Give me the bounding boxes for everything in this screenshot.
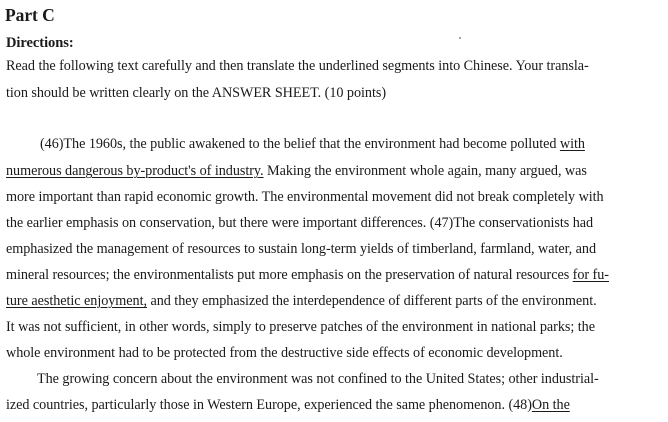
instructions-line-2: tion should be written clearly on the ANSWER SHEET. (10 points) xyxy=(6,85,386,101)
passage-text: (46)The 1960s, the public awakened to the belief that the environment had become polluted xyxy=(40,136,560,152)
section-title: Part C xyxy=(5,5,55,25)
underlined-segment: On the xyxy=(531,397,570,413)
instructions-line-1: Read the following text carefully and then translate the underlined segments into Chinese. Your transla- xyxy=(6,58,589,74)
passage-text: ized countries, particularly those in Western Europe, experienced the same phenomenon. (48) xyxy=(6,397,532,413)
passage-line xyxy=(6,162,587,180)
underlined-segment: with xyxy=(559,136,585,152)
underlined-segment: numerous dangerous by-product's of industry. xyxy=(6,163,264,179)
stray-dot xyxy=(459,37,461,39)
passage-text: mineral resources; the environmentalists put more emphasis on the preservation of natural resources xyxy=(6,267,573,283)
directions-label: Directions: xyxy=(6,35,74,51)
underlined-segment: ture aesthetic enjoyment, xyxy=(6,293,147,309)
passage-line xyxy=(40,135,585,153)
passage-line xyxy=(6,292,597,310)
underlined-segment: for fu- xyxy=(572,267,609,283)
passage-line: It was not sufficient, in other words, simply to preserve patches of the environment in national parks; the xyxy=(6,319,595,335)
passage-line: The growing concern about the environment was not confined to the United States; other industrial- xyxy=(37,371,599,387)
passage-text: Making the environment whole again, many argued, was xyxy=(263,163,587,179)
passage-line: whole environment had to be protected from the destructive side effects of economic development. xyxy=(6,345,563,361)
passage-line xyxy=(6,266,609,284)
passage-line: emphasized the management of resources to sustain long-term yields of timberland, farmland, water, and xyxy=(6,241,597,257)
passage-line: the earlier emphasis on conservation, but there were important differences. (47)The conservationists had xyxy=(6,215,594,231)
passage-line: more important than rapid economic growth. The environmental movement did not break completely with xyxy=(6,189,604,205)
passage-line xyxy=(6,396,570,414)
passage-text: and they emphasized the interdependence of different parts of the environment. xyxy=(146,293,597,309)
